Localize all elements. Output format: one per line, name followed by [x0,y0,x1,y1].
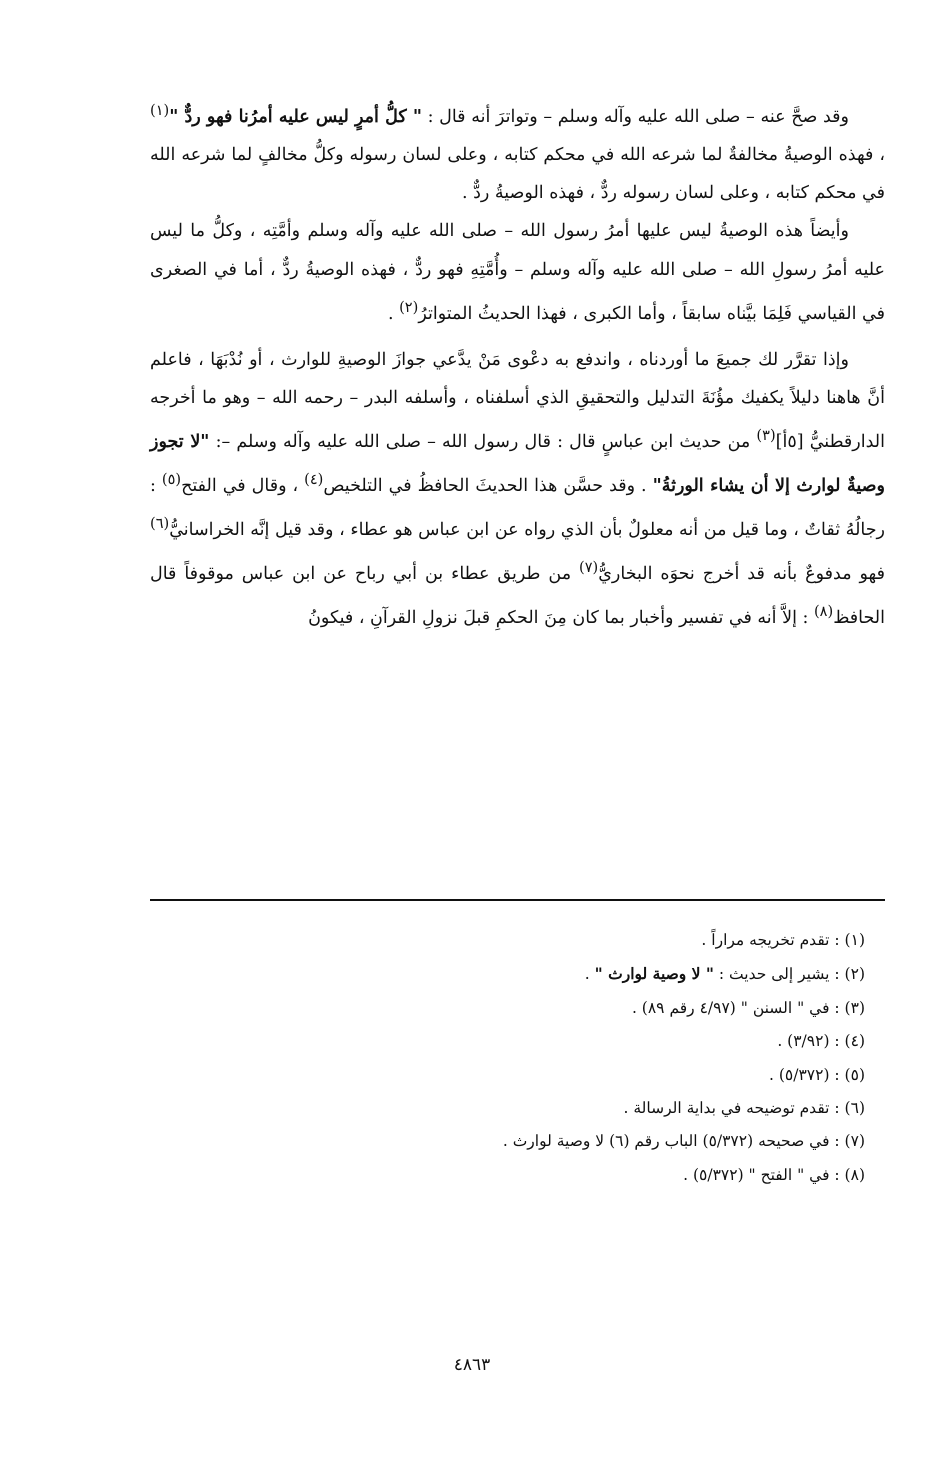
footnote-ref-4: (٤) [304,471,324,489]
paragraph-3-part-7: من طريق عطاء بن أبي رباح عن ابن عباس موقوفاً قال الحافظ [150,564,885,629]
footnote-ref-8: (٨) [813,603,834,621]
footnote-2-tail: . [584,965,595,984]
paragraph-3-part-4: ، وقال في الفتح [181,476,305,497]
footnote-2-lead: (٢) : يشير إلى حديث : [713,965,865,984]
paragraph-3-part-3: . وقد حسَّن هذا الحديثَ الحافظُ في التلخيص [323,476,653,497]
hadith-quote-1: " كلُّ أمرٍ ليس عليه أمرُنا فهو ردٌّ " [169,106,422,127]
footnote-2-hadith: " لا وصية لوارث " [594,964,714,984]
footnote-ref-1: (١) [150,102,170,119]
paragraph-3-part-8: : إلاَّ أنه في تفسير وأخبار بما كان مِنَ الحكمِ قبلَ نزولِ القرآنِ ، فيكونُ [308,608,814,629]
main-text [150,92,885,637]
footnote-5: (٥) : (٥/٣٧٢) . [769,1065,865,1084]
footnote-6: (٦) : تقدم توضيحه في بداية الرسالة . [623,1099,865,1118]
paragraph-1-lead: وقد صحَّ عنه – صلى الله عليه وآله وسلم – وتواترَ أنه قال : [421,106,849,127]
paragraph-3 [150,341,885,638]
footnote-divider [150,899,885,901]
footnote-7: (٧) : في صحيحه (٥/٣٧٢) الباب رقم (٦) لا وصية لوارث . [502,1132,865,1151]
hadith-quote-2: "لا تجوز وصيةٌ لوارث إلا أن يشاء الورثةُ" [150,432,885,497]
footnote-2 [150,957,885,991]
footnote-ref-5: (٥) [161,471,182,489]
folio-marker: [٥أ] [775,432,804,453]
footnote-ref-7: (٧) [579,559,599,577]
paragraph-3-part-6: فهو مدفوعٌ بأنه قد أخرج نحوَه البخاريُّ [598,564,885,585]
paragraph-2-text: وأيضاً هذه الوصيةُ ليس عليها أمرُ رسول الله – صلى الله عليه وآله وسلم وأمَّتِه ، وكلُّ ما ليس عليه أمرُ رسولِ الله – صلى الله عليه وآله وسلم – وأُمَّتِهِ فهو ردٌّ ، فهذه الوصيةُ ردٌّ ، أما في الصغرى في القياسي فَلِمَا بيَّناه سابقاً ، وأما الكبرى ، فهذا الحديثُ المتواترُ [150,221,885,324]
footnotes-list [150,924,885,1192]
footnote-ref-6: (٦) [150,515,170,533]
footnote-8: (٨) : في " الفتح " (٥/٣٧٢) . [683,1165,865,1184]
page-number: ٤٨٦٣ [453,1355,491,1375]
footnote-1: (١) : تقدم تخريجه مراراً . [701,931,865,949]
paragraph-2-tail: . [387,303,400,324]
footnote-ref-3: (٣) [756,427,776,445]
footnote-ref-2: (٢) [399,298,419,316]
footnote-4: (٤) : (٣/٩٢) . [777,1032,865,1051]
paragraph-3-part-1: وإذا تقرَّر لك جميعَ ما أوردناه ، واندفع به دعْوى مَنْ يدَّعي جوازَ الوصيةِ للوارث ، أو نُدْبَهَا ، فاعلم أنَّ هاهنا دليلاً يكفيك مؤُنَةَ التدليل والتحقيقِ الذي أسلفناه ، وأسلفه البدر – رحمه الله – وهو ما أخرجه الدارقطنيُّ [150,349,885,453]
paragraph-3-part-5: : رجالُهُ ثقاتٌ ، وما قيل من أنه معلولٌ بأن الذي رواه عن ابن عباس هو عطاء ، وقد قيل إنَّه الخراسانيُّ [150,476,885,541]
paragraph-3-part-2: من حديث ابن عباسٍ قال : قال رسول الله – صلى الله عليه وآله وسلم –: [209,432,757,453]
paragraph-1 [150,92,885,212]
paragraph-2 [150,212,885,332]
footnote-3: (٣) : في " السنن " (٤/٩٧ رقم ٨٩) . [631,998,865,1017]
paragraph-1-tail: ، فهذه الوصيةُ مخالفةٌ لما شرعه الله في محكم كتابه ، وعلى لسان رسوله وكلُّ مخالفٍ لما شرعه الله في محكم كتابه ، وعلى لسان رسوله ردٌّ ، فهذه الوصيةُ ردٌّ . [150,145,885,204]
